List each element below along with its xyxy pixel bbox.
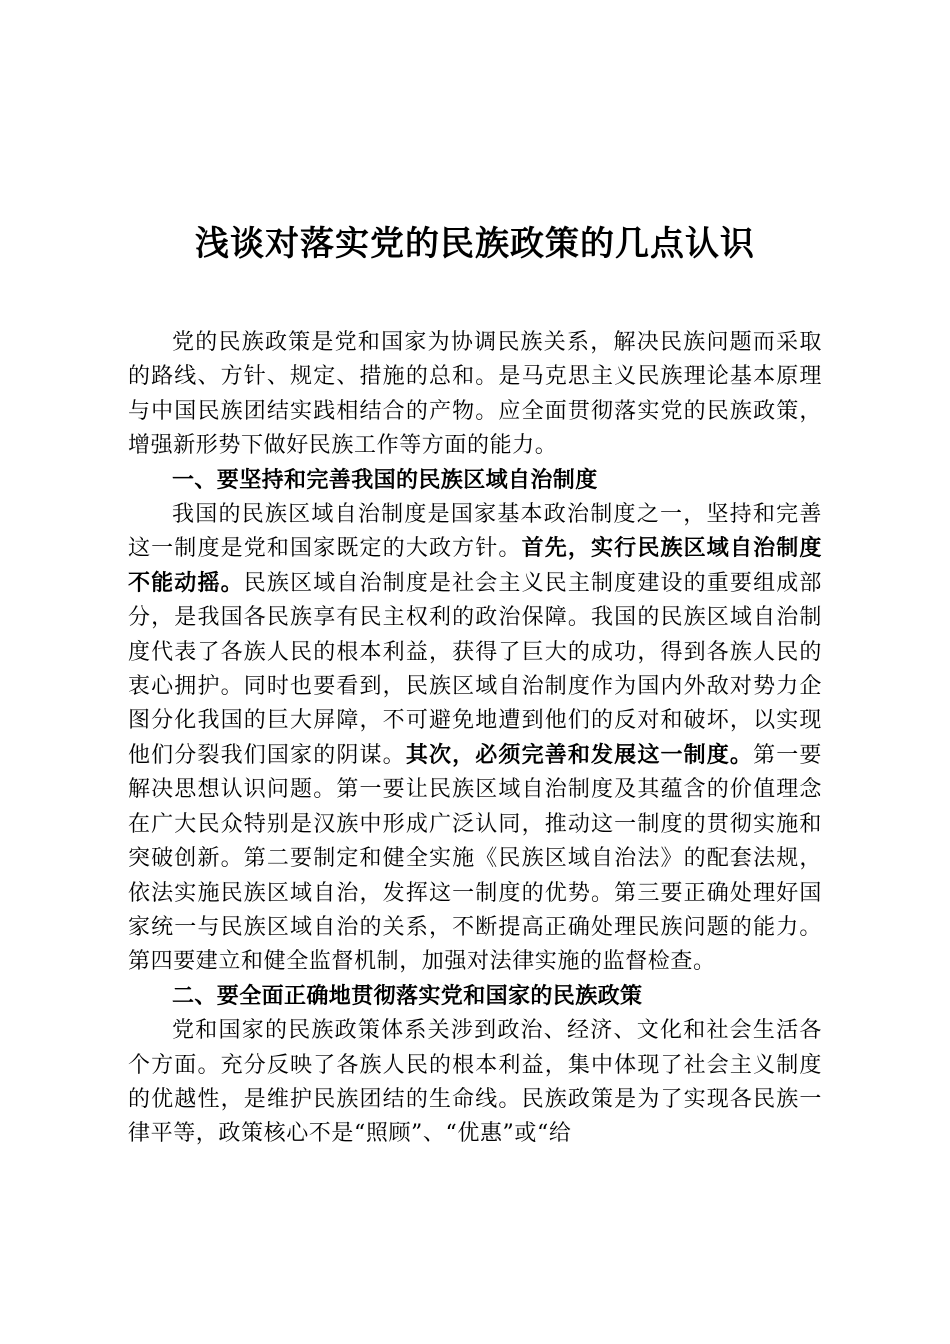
section-1-bold-point-1: 首先，实行民族区域自治制度不能动摇。 [128, 536, 822, 596]
document-body [128, 326, 822, 1152]
section-2-heading: 二、要全面正确地贯彻落实党和国家的民族政策 [172, 983, 643, 1009]
section-1-middle-text: 民族区域自治制度是社会主义民主制度建设的重要组成部分，是我国各民族享有民主权利的政治保障。我国的民族区域自治制度代表了各族人民的根本利益，获得了巨大的成功，得到各族人民的衷心拥护。同时也要看到，民族区域自治制度作为国内外敌对势力企图分化我国的巨大屏障，不可避免地遭到他们的反对和破坏，以实现他们分裂我们国家的阴谋。 [128, 570, 822, 768]
intro-paragraph: 党的民族政策是党和国家为协调民族关系，解决民族问题而采取的路线、方针、规定、措施的总和。是马克思主义民族理论基本原理与中国民族团结实践相结合的产物。应全面贯彻落实党的民族政策，增强新形势下做好民族工作等方面的能力。 [128, 330, 822, 459]
section-1-tail-text: 第一要解决思想认识问题。第一要让民族区域自治制度及其蕴含的价值理念在广大民众特别是汉族中形成广泛认同，推动这一制度的贯彻实施和突破创新。第二要制定和健全实施《民族区域自治法》的配套法规，依法实施民族区域自治，发挥这一制度的优势。第三要正确处理好国家统一与民族区域自治的关系，不断提高正确处理民族问题的能力。第四要建立和健全监督机制，加强对法律实施的监督检查。 [128, 742, 822, 975]
section-1-bold-point-2: 其次，必须完善和发展这一制度。 [405, 742, 754, 768]
section-1-heading: 一、要坚持和完善我国的民族区域自治制度 [172, 467, 598, 493]
section-2-paragraph: 党和国家的民族政策体系关涉到政治、经济、文化和社会生活各个方面。充分反映了各族人民的根本利益，集中体现了社会主义制度的优越性，是维护民族团结的生命线。民族政策是为了实现各民族一律平等，政策核心不是“照顾”、“优惠”或“给 [128, 1018, 822, 1147]
document-title: 浅谈对落实党的民族政策的几点认识 [195, 223, 755, 264]
section-1-lead-text: 我国的民族区域自治制度是国家基本政治制度之一，坚持和完善这一制度是党和国家既定的大政方针。 [128, 502, 822, 562]
section-1-paragraph [128, 498, 822, 980]
